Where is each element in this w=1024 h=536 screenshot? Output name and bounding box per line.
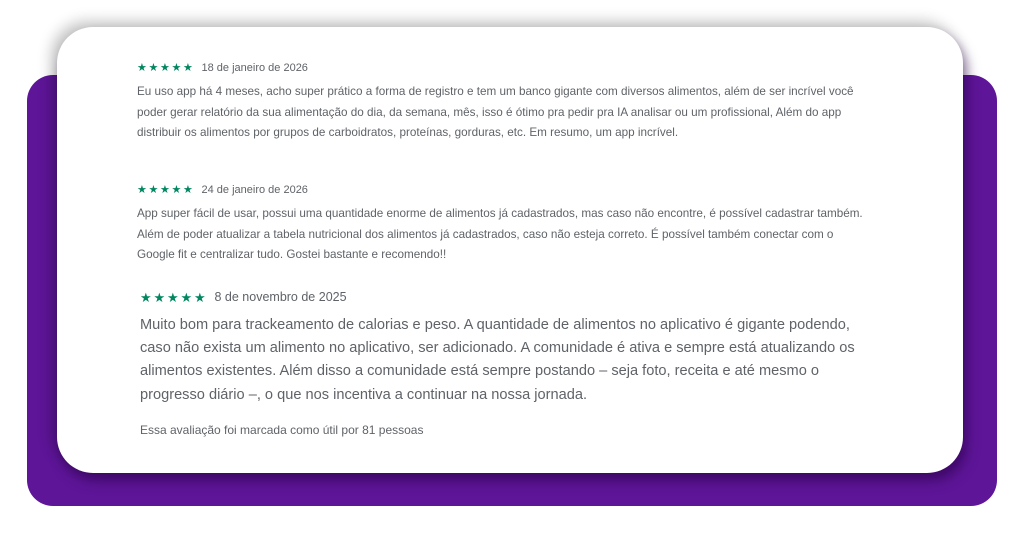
- star-icon: ★: [180, 289, 193, 305]
- star-rating: [137, 185, 194, 196]
- star-icon: ★: [148, 61, 159, 74]
- review-header: [140, 290, 860, 304]
- star-icon: ★: [160, 61, 170, 74]
- star-icon: ★: [137, 61, 147, 74]
- review-item: [140, 290, 860, 437]
- review-text: Eu uso app há 4 meses, acho super prático a forma de registro e tem um banco gigante com diversos alimentos, além de ser incrível você poder gerar relatório da sua alimentação do dia, da semana, mês, isso é ótimo pra pedir pra IA analisar ou um profissional, Além do app distribuir os alimentos por grupos de carboidratos, proteínas, gorduras, etc. Em resumo, um app incrível.: [137, 85, 854, 139]
- star-rating: [140, 291, 207, 304]
- star-icon: ★: [171, 183, 182, 196]
- star-icon: ★: [167, 289, 179, 305]
- review-text: Muito bom para trackeamento de calorias e peso. A quantidade de alimentos no aplicativo é gigante podendo, caso não exista um alimento no aplicativo, ser adicionado. A comunidade é ativa e sempre está atualizando os alimentos existentes. Além disso a comunidade está sempre postando – seja foto, receita e até mesmo o progresso diário –, o que nos incentiva a continuar na nossa jornada.: [140, 317, 855, 403]
- star-icon: ★: [171, 61, 182, 74]
- review-date: 8 de novembro de 2025: [214, 290, 347, 304]
- helpful-count-text: Essa avaliação foi marcada como útil por 81 pessoas: [140, 422, 424, 437]
- review-item: [137, 184, 867, 266]
- star-icon: ★: [194, 289, 206, 305]
- review-header: [137, 184, 867, 196]
- star-icon: ★: [137, 183, 147, 196]
- star-rating: [137, 63, 194, 74]
- review-text: App super fácil de usar, possui uma quantidade enorme de alimentos já cadastrados, mas caso não encontre, é possível cadastrar também. Além de poder atualizar a tabela nutricional dos alimentos já cadastrados, caso não esteja correto. É possível também conectar com o Google fit e centralizar tudo. Gostei bastante e recomendo!!: [137, 207, 863, 261]
- reviews-card: [57, 27, 963, 473]
- star-icon: ★: [153, 289, 166, 305]
- review-date: 18 de janeiro de 2026: [201, 62, 308, 74]
- star-icon: ★: [183, 183, 193, 196]
- star-icon: ★: [160, 183, 170, 196]
- star-icon: ★: [140, 289, 152, 305]
- review-date: 24 de janeiro de 2026: [201, 184, 308, 196]
- star-icon: ★: [148, 183, 159, 196]
- star-icon: ★: [183, 61, 193, 74]
- review-header: [137, 62, 867, 74]
- review-item: [137, 62, 867, 144]
